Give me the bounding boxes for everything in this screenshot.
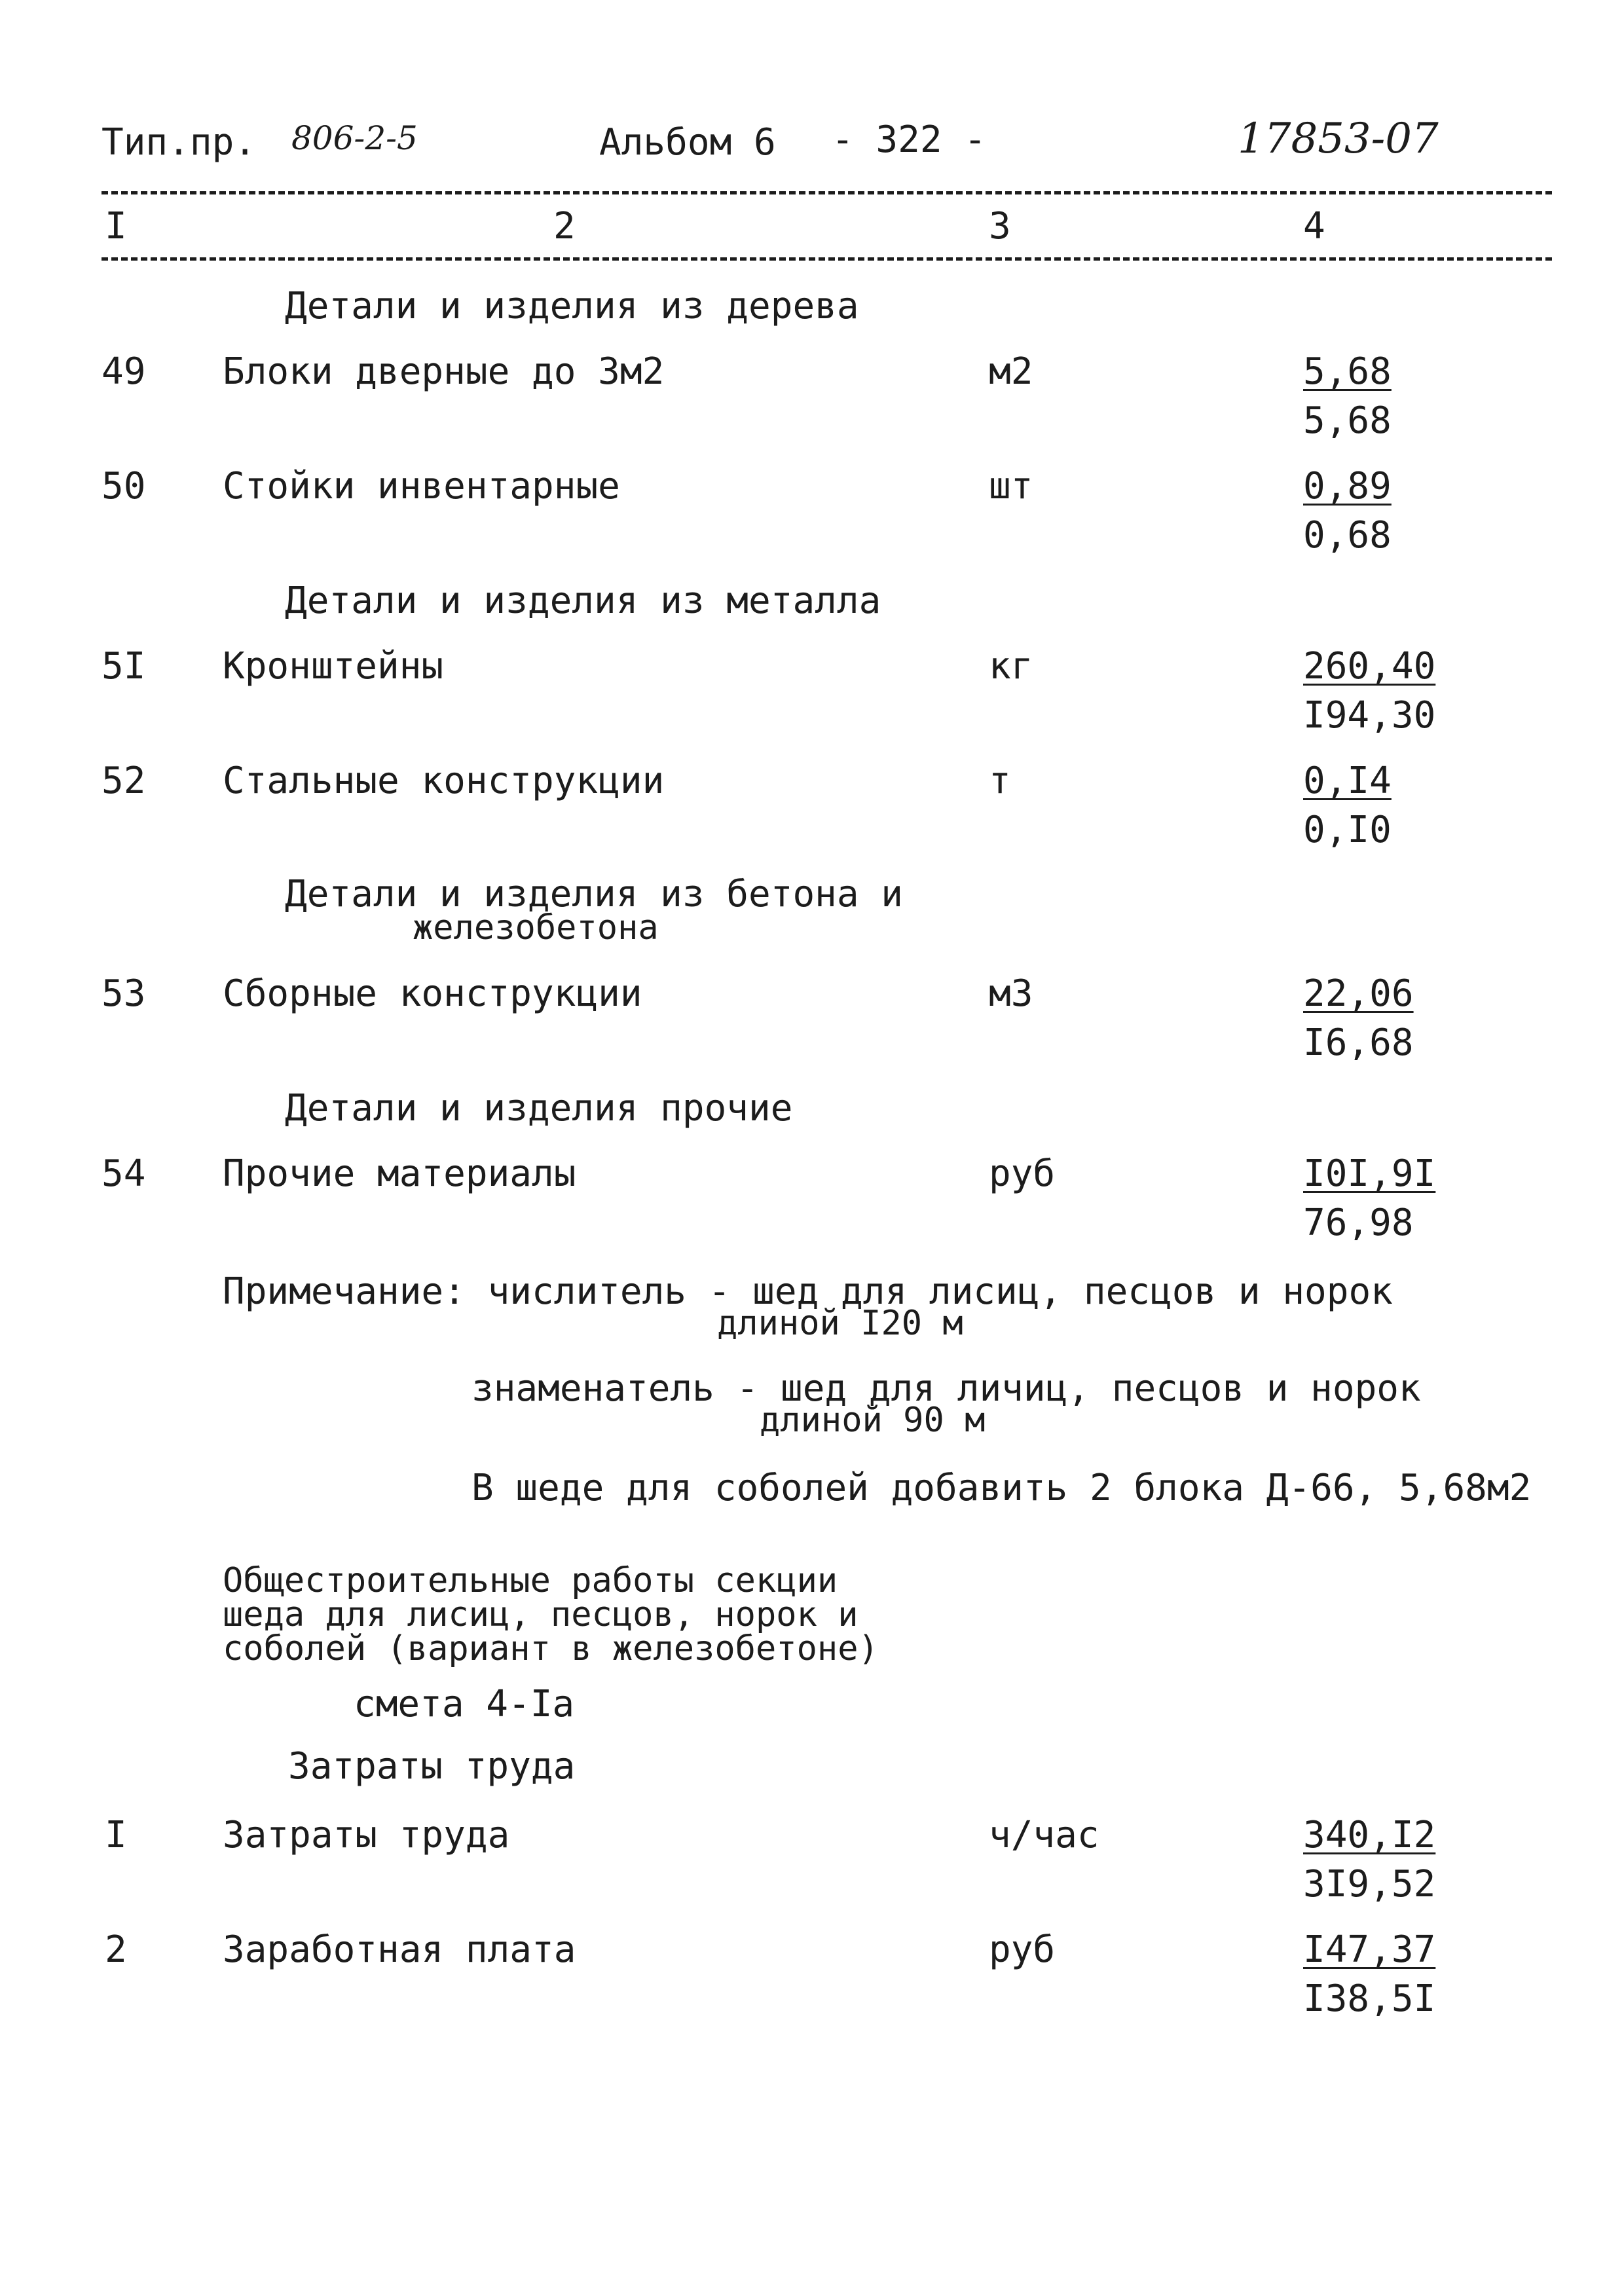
row-number: 50 <box>101 465 146 507</box>
row-numerator: 0,I4 <box>1303 760 1392 802</box>
section-title-wood: Детали и изделия из дерева <box>285 285 859 327</box>
row-unit: т <box>989 760 1011 802</box>
header-divider-top <box>101 191 1552 194</box>
row-numerator: 0,89 <box>1303 465 1392 507</box>
row-number: 2 <box>105 1928 127 1971</box>
row-denominator: 5,68 <box>1303 399 1392 442</box>
row-denominator: 0,68 <box>1303 514 1392 557</box>
row-number: 49 <box>101 350 146 393</box>
note-line-3: знаменатель - шед для личиц, песцов и норок <box>471 1367 1421 1410</box>
row-name: Стойки инвентарные <box>223 465 620 507</box>
row-number: 54 <box>101 1152 146 1195</box>
album-label: Альбом 6 <box>599 121 776 164</box>
row-number: I <box>105 1814 127 1856</box>
row-denominator: 76,98 <box>1303 1202 1414 1244</box>
row-numerator: 260,40 <box>1303 645 1436 688</box>
row-unit: м3 <box>989 972 1033 1015</box>
row-name: Кронштейны <box>223 645 444 688</box>
column-2-header: 2 <box>553 205 576 248</box>
column-1-header: I <box>105 205 127 248</box>
row-name: Сборные конструкции <box>223 972 642 1015</box>
block2-title-line-1: Общестроительные работы секции <box>223 1561 838 1600</box>
row-numerator: 340,I2 <box>1303 1814 1436 1856</box>
row-name: Прочие материалы <box>223 1152 576 1195</box>
row-unit: шт <box>989 465 1033 507</box>
column-3-header: 3 <box>989 205 1011 248</box>
note-line-4: длиной 90 м <box>760 1401 986 1440</box>
row-name: Блоки дверные до 3м2 <box>223 350 665 393</box>
estimate-label: смета 4-Iа <box>354 1683 575 1725</box>
note-line-5: В шеде для соболей добавить 2 блока Д-66, 5,68м2 <box>471 1467 1532 1509</box>
row-numerator: I47,37 <box>1303 1928 1436 1971</box>
tip-pr-code: 806-2-5 <box>291 119 418 157</box>
page-number: - 322 - <box>832 119 987 161</box>
row-name: Стальные конструкции <box>223 760 665 802</box>
note-line-2: длиной I20 м <box>717 1304 963 1343</box>
note-line-1: Примечание: числитель - шед для лисиц, песцов и норок <box>223 1270 1393 1313</box>
row-denominator: 3I9,52 <box>1303 1863 1436 1905</box>
block2-title-line-3: соболей (вариант в железобетоне) <box>223 1629 879 1668</box>
column-4-header: 4 <box>1303 205 1325 248</box>
section-title-metal: Детали и изделия из металла <box>285 580 881 622</box>
row-numerator: 5,68 <box>1303 350 1392 393</box>
row-unit: ч/час <box>989 1814 1099 1856</box>
row-unit: руб <box>989 1928 1056 1971</box>
section-title-labor: Затраты труда <box>288 1745 576 1788</box>
section-title-other: Детали и изделия прочие <box>285 1087 793 1130</box>
row-number: 52 <box>101 760 146 802</box>
section-title-concrete-cont: железобетона <box>413 908 659 948</box>
row-number: 5I <box>101 645 146 688</box>
row-unit: руб <box>989 1152 1056 1195</box>
row-number: 53 <box>101 972 146 1015</box>
row-denominator: I6,68 <box>1303 1021 1414 1064</box>
block2-title-line-2: шеда для лисиц, песцов, норок и <box>223 1595 858 1634</box>
row-numerator: 22,06 <box>1303 972 1414 1015</box>
section-title-concrete: Детали и изделия из бетона и <box>285 873 904 915</box>
document-number: 17853-07 <box>1238 115 1439 163</box>
row-numerator: I0I,9I <box>1303 1152 1436 1195</box>
header-divider-bottom <box>101 257 1552 261</box>
row-denominator: I38,5I <box>1303 1978 1436 2020</box>
row-name: Затраты труда <box>223 1814 510 1856</box>
row-name: Заработная плата <box>223 1928 576 1971</box>
row-unit: м2 <box>989 350 1033 393</box>
row-denominator: 0,I0 <box>1303 809 1392 851</box>
row-denominator: I94,30 <box>1303 694 1436 737</box>
row-unit: кг <box>989 645 1033 688</box>
tip-pr-label: Тип.пр. <box>101 121 257 164</box>
